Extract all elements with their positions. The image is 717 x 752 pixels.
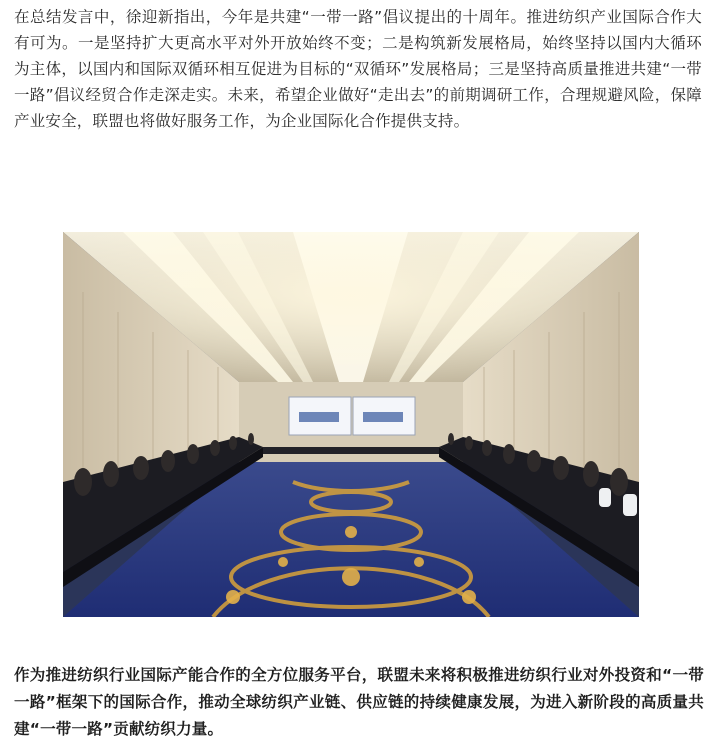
conference-hall-photo [63, 232, 639, 617]
article-paragraph-bottom: 作为推进纺织行业国际产能合作的全方位服务平台，联盟未来将积极推进纺织行业对外投资和“一带一路”框架下的国际合作，推动全球纺织产业链、供应链的持续健康发展，为进入新阶段的高质量共建“一带一路”贡献纺织力量。 [14, 666, 704, 738]
article-paragraph-top: 在总结发言中，徐迎新指出，今年是共建“一带一路”倡议提出的十周年。推进纺织产业国际合作大有可为。一是坚持扩大更高水平对外开放始终不变；二是构筑新发展格局，始终坚持以国内大循环为主体，以国内和国际双循环相互促进为目标的“双循环”发展格局；三是坚持高质量推进共建“一带一路”倡议经贸合作走深走实。未来，希望企业做好“走出去”的前期调研工作，合理规避风险，保障产业安全，联盟也将做好服务工作，为企业国际化合作提供支持。 [14, 8, 702, 130]
